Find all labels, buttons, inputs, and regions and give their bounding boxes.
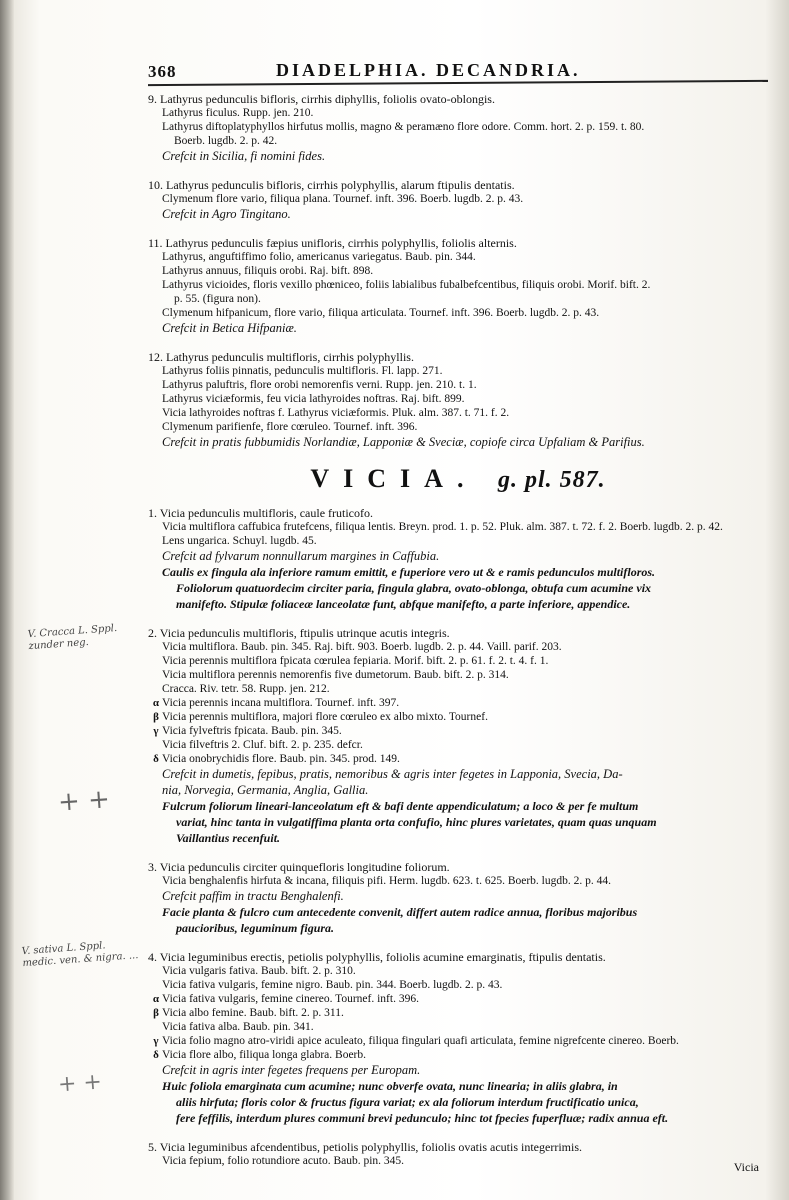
line-text: p. 55. (figura non).: [174, 293, 261, 305]
line-text: 4. Vicia leguminibus erectis, petiolis polyphyllis, foliolis acumine emarginatis, ftipulis dentatis.: [148, 950, 606, 964]
habitat-line: [148, 1062, 768, 1078]
synonym-line: [148, 682, 768, 696]
synonym-line: [148, 874, 768, 888]
species-entry: [148, 178, 768, 222]
synonym-line: [148, 192, 768, 206]
line-text: Crefcit in Sicilia, fi nomini fides.: [162, 149, 326, 163]
species-diagnosis: [148, 92, 768, 106]
description-line: [148, 830, 768, 846]
line-text: Facie planta & fulcro cum antecedente convenit, differt autem radice annua, floribus majoribus: [162, 905, 638, 919]
line-text: Vicia fativa vulgaris, femine nigro. Baub. pin. 344. Boerb. lugdb. 2. p. 43.: [162, 979, 503, 991]
synonym-line: [148, 420, 768, 434]
line-text: Vicia fativa vulgaris, femine cinereo. Tournef. inft. 396.: [162, 993, 419, 1005]
line-text: Clymenum parifienfe, flore cœruleo. Tournef. inft. 396.: [162, 421, 418, 433]
marginal-mark: + +: [57, 784, 111, 818]
species-entry: [148, 860, 768, 936]
marginal-note: V. sativa L. Sppl. medic. ven. & nigra. ...: [21, 940, 139, 970]
line-text: Clymenum hifpanicum, flore vario, filiqua articulata. Tournef. inft. 396. Boerb. lugdb. 2. p. 43.: [162, 307, 600, 319]
synonym-line: [148, 724, 768, 738]
line-text: 9. Lathyrus pedunculis bifloris, cirrhis diphyllis, foliolis ovato-oblongis.: [148, 92, 495, 106]
synonym-line: [148, 978, 768, 992]
description-line: [148, 564, 768, 580]
line-text: Vicia perennis multiflora, majori flore cœruleo ex albo mixto. Tournef.: [162, 711, 488, 723]
species-entry: [148, 506, 768, 612]
vicia-entries: [148, 506, 768, 1168]
habitat-line: [148, 766, 768, 782]
synonym-line: [148, 534, 768, 548]
synonym-line: [148, 710, 768, 724]
line-text: Cracca. Riv. tetr. 58. Rupp. jen. 212.: [162, 683, 330, 695]
line-text: 11. Lathyrus pedunculis fæpius unifloris, cirrhis polyphyllis, foliolis alternis.: [148, 236, 517, 250]
synonym-line: [148, 120, 768, 134]
line-text: manifefto. Stipulæ foliaceæ lanceolatæ funt, abfque manifefto, a parte inferiore, appendice.: [176, 597, 631, 611]
line-text: 2. Vicia pedunculis multifloris, ftipulis utrinque acutis integris.: [148, 626, 450, 640]
synonym-line: [148, 134, 768, 148]
synonym-line: [148, 1154, 768, 1168]
line-text: Lathyrus foliis pinnatis, pedunculis multifloris. Fl. lapp. 271.: [162, 365, 443, 377]
marginal-mark: + +: [57, 1069, 103, 1098]
species-entry: [148, 350, 768, 450]
species-entry: [148, 92, 768, 164]
synonym-line: [148, 696, 768, 710]
synonym-line: [148, 668, 768, 682]
running-head: DIADELPHIA. DECANDRIA.: [276, 60, 581, 80]
line-text: Crefcit in Betica Hifpaniæ.: [162, 321, 297, 335]
species-diagnosis: [148, 236, 768, 250]
line-text: Crefcit in Agro Tingitano.: [162, 207, 291, 221]
synonym-line: [148, 752, 768, 766]
page-number: 368: [148, 62, 177, 81]
line-text: 5. Vicia leguminibus afcendentibus, petiolis polyphyllis, foliolis ovatis acutis integerrimis.: [148, 1140, 582, 1154]
line-text: Vicia flore albo, filiqua longa glabra. Boerb.: [162, 1049, 367, 1061]
line-text: 10. Lathyrus pedunculis bifloris, cirrhis polyphyllis, alarum ftipulis dentatis.: [148, 178, 515, 192]
synonym-line: [148, 1048, 768, 1062]
line-text: Vicia multiflora caffubica frutefcens, filiqua lentis. Breyn. prod. 1. p. 52. Pluk. alm. 387. t. 72. f. 2. Boerb. lugdb. 2. p. 42.: [162, 521, 723, 533]
line-text: Vicia onobrychidis flore. Baub. pin. 345. prod. 149.: [162, 753, 400, 765]
line-text: Crefcit in pratis fubbumidis Norlandiæ, Lapponiæ & Sveciæ, copiofe circa Upfaliam & Parifius.: [162, 435, 645, 449]
species-diagnosis: [148, 1140, 768, 1154]
synonym-line: [148, 250, 768, 264]
line-text: Crefcit ad fylvarum nonnullarum margines in Caffubia.: [162, 549, 440, 563]
habitat-line: [148, 888, 768, 904]
line-text: Lathyrus paluftris, flore orobi nemorenfis verni. Rupp. jen. 210. t. 1.: [162, 379, 477, 391]
genus-heading: VICIA.: [310, 464, 478, 493]
line-text: Vaillantius recenfuit.: [176, 831, 281, 845]
species-entry: [148, 236, 768, 336]
line-text: Vicia filveftris 2. Cluf. bift. 2. p. 235. defcr.: [162, 739, 363, 751]
synonym-line: [148, 292, 768, 306]
synonym-line: [148, 306, 768, 320]
synonym-line: [148, 738, 768, 752]
synonym-line: [148, 264, 768, 278]
synonym-line: [148, 106, 768, 120]
habitat-line: [148, 206, 768, 222]
line-text: Vicia perennis multiflora fpicata cœrulea fepiaria. Morif. bift. 2. p. 61. f. 2. t. 4. f. 1.: [162, 655, 549, 667]
line-text: Lathyrus viciæformis, feu vicia lathyroides noftras. Raj. bift. 899.: [162, 393, 465, 405]
description-line: [148, 1094, 768, 1110]
lathyrus-entries: [148, 92, 768, 450]
synonym-line: [148, 1020, 768, 1034]
habitat-line: [148, 320, 768, 336]
page-body: [148, 92, 768, 1182]
catchword: Vicia: [733, 1160, 759, 1174]
species-diagnosis: [148, 178, 768, 192]
line-text: Vicia fylveftris fpicata. Baub. pin. 345.: [162, 725, 342, 737]
line-text: Lathyrus vicioides, floris vexillo phœniceo, foliis labialibus fubalbefcentibus, filiquis orobi. Morif. bift. 2.: [162, 279, 651, 291]
species-diagnosis: [148, 950, 768, 964]
species-entry: [148, 950, 768, 1126]
synonym-line: [148, 1006, 768, 1020]
variety-marker: γ: [153, 1035, 159, 1047]
line-text: Crefcit in dumetis, fepibus, pratis, nemoribus & agris inter fegetes in Lapponia, Svecia, Da-: [162, 767, 623, 781]
line-text: Lathyrus annuus, filiquis orobi. Raj. bift. 898.: [162, 265, 374, 277]
variety-marker: β: [153, 711, 159, 723]
variety-marker: α: [152, 697, 160, 709]
synonym-line: [148, 378, 768, 392]
synonym-line: [148, 1034, 768, 1048]
synonym-line: [148, 964, 768, 978]
line-text: Vicia folio magno atro-viridi apice aculeato, filiqua fingulari quafi articulata, femine nigrefcente cinereo. Boerb.: [162, 1035, 679, 1047]
line-text: Lathyrus, anguftiffimo folio, americanus variegatus. Baub. pin. 344.: [162, 251, 476, 263]
synonym-line: [148, 392, 768, 406]
line-text: Caulis ex fingula ala inferiore ramum emittit, e fuperiore vero ut & e ramis pedunculos multifloros.: [162, 565, 656, 579]
line-text: 3. Vicia pedunculis circiter quinquefloris longitudine foliorum.: [148, 860, 450, 874]
species-diagnosis: [148, 860, 768, 874]
line-text: Huic foliola emarginata cum acumine; nunc obverfe ovata, nunc linearia; in aliis glabra, in: [162, 1079, 618, 1093]
description-line: [148, 1078, 768, 1094]
line-text: 12. Lathyrus pedunculis multifloris, cirrhis polyphyllis.: [148, 350, 414, 364]
description-line: [148, 798, 768, 814]
description-line: [148, 580, 768, 596]
line-text: Clymenum flore vario, filiqua plana. Tournef. inft. 396. Boerb. lugdb. 2. p. 43.: [162, 193, 524, 205]
line-text: Lathyrus ficulus. Rupp. jen. 210.: [162, 107, 314, 119]
species-entry: [148, 1140, 768, 1168]
line-text: Crefcit paffim in tractu Benghalenfi.: [162, 889, 344, 903]
species-entry: [148, 626, 768, 846]
genus-reference: g. pl. 587.: [497, 467, 606, 493]
description-line: [148, 920, 768, 936]
description-line: [148, 596, 768, 612]
line-text: 1. Vicia pedunculis multifloris, caule fruticofo.: [148, 506, 373, 520]
page-header: [148, 58, 768, 88]
variety-marker: δ: [153, 753, 159, 765]
synonym-line: [148, 520, 768, 534]
description-line: [148, 1110, 768, 1126]
marginal-note: V. Cracca L. Sppl. zunder neg.: [27, 622, 118, 653]
description-line: [148, 814, 768, 830]
variety-marker: α: [152, 993, 160, 1005]
synonym-line: [148, 992, 768, 1006]
habitat-line: [148, 148, 768, 164]
variety-marker: δ: [153, 1049, 159, 1061]
line-text: nia, Norvegia, Germania, Anglia, Gallia.: [162, 783, 369, 797]
line-text: Vicia fepium, folio rotundiore acuto. Baub. pin. 345.: [162, 1155, 405, 1167]
line-text: Vicia multiflora. Baub. pin. 345. Raj. bift. 903. Boerb. lugdb. 2. p. 44. Vaill. parif. 203.: [162, 641, 562, 653]
line-text: Vicia perennis incana multiflora. Tournef. inft. 397.: [162, 697, 400, 709]
line-text: Crefcit in agris inter fegetes frequens per Europam.: [162, 1063, 421, 1077]
line-text: Vicia vulgaris fativa. Baub. bift. 2. p. 310.: [162, 965, 356, 977]
habitat-line: [148, 548, 768, 564]
synonym-line: [148, 640, 768, 654]
line-text: Lathyrus diftoplatyphyllos hirfutus mollis, magno & peramæno flore odore. Comm. hort. 2. p. 159. t. 80.: [162, 121, 645, 133]
line-text: aliis hirfuta; floris color & fructus figura variat; ex ala foliorum interdum fructificatio unica,: [176, 1095, 639, 1109]
habitat-line: [148, 434, 768, 450]
species-diagnosis: [148, 506, 768, 520]
line-text: Vicia lathyroides noftras f. Lathyrus viciæformis. Pluk. alm. 387. t. 71. f. 2.: [162, 407, 510, 419]
description-line: [148, 904, 768, 920]
line-text: Boerb. lugdb. 2. p. 42.: [174, 135, 278, 147]
line-text: Vicia benghalenfis hirfuta & incana, filiquis pifi. Herm. lugdb. 623. t. 625. Boerb. lugdb. 2. p. 44.: [162, 875, 612, 887]
line-text: Vicia fativa alba. Baub. pin. 341.: [162, 1021, 314, 1033]
line-text: Foliolorum quatuordecim circiter paria, fingula glabra, ovato-oblonga, obtufa cum acumine vix: [176, 581, 652, 595]
species-diagnosis: [148, 350, 768, 364]
synonym-line: [148, 364, 768, 378]
section-title: [148, 464, 768, 494]
binding-shadow: [0, 0, 14, 1200]
synonym-line: [148, 278, 768, 292]
line-text: Lens ungarica. Schuyl. lugdb. 45.: [162, 535, 317, 547]
line-text: Vicia albo femine. Baub. bift. 2. p. 311.: [162, 1007, 344, 1019]
synonym-line: [148, 654, 768, 668]
line-text: Vicia multiflora perennis nemorenfis five dumetorum. Baub. bift. 2. p. 314.: [162, 669, 509, 681]
variety-marker: γ: [153, 725, 159, 737]
line-text: variat, hinc tanta in vulgatiffima planta orta confufio, hinc plures varietates, quam quas unquam: [176, 815, 657, 829]
line-text: Fulcrum foliorum lineari-lanceolatum eft & bafi dente appendiculatum; a loco & per fe multum: [162, 799, 639, 813]
habitat-line: [148, 782, 768, 798]
synonym-line: [148, 406, 768, 420]
line-text: fere feffilis, interdum plures communi brevi pedunculo; hinc tot fpecies fuperfluæ; radix annua eft.: [176, 1111, 669, 1125]
species-diagnosis: [148, 626, 768, 640]
variety-marker: β: [153, 1007, 159, 1019]
line-text: paucioribus, leguminum figura.: [176, 921, 335, 935]
